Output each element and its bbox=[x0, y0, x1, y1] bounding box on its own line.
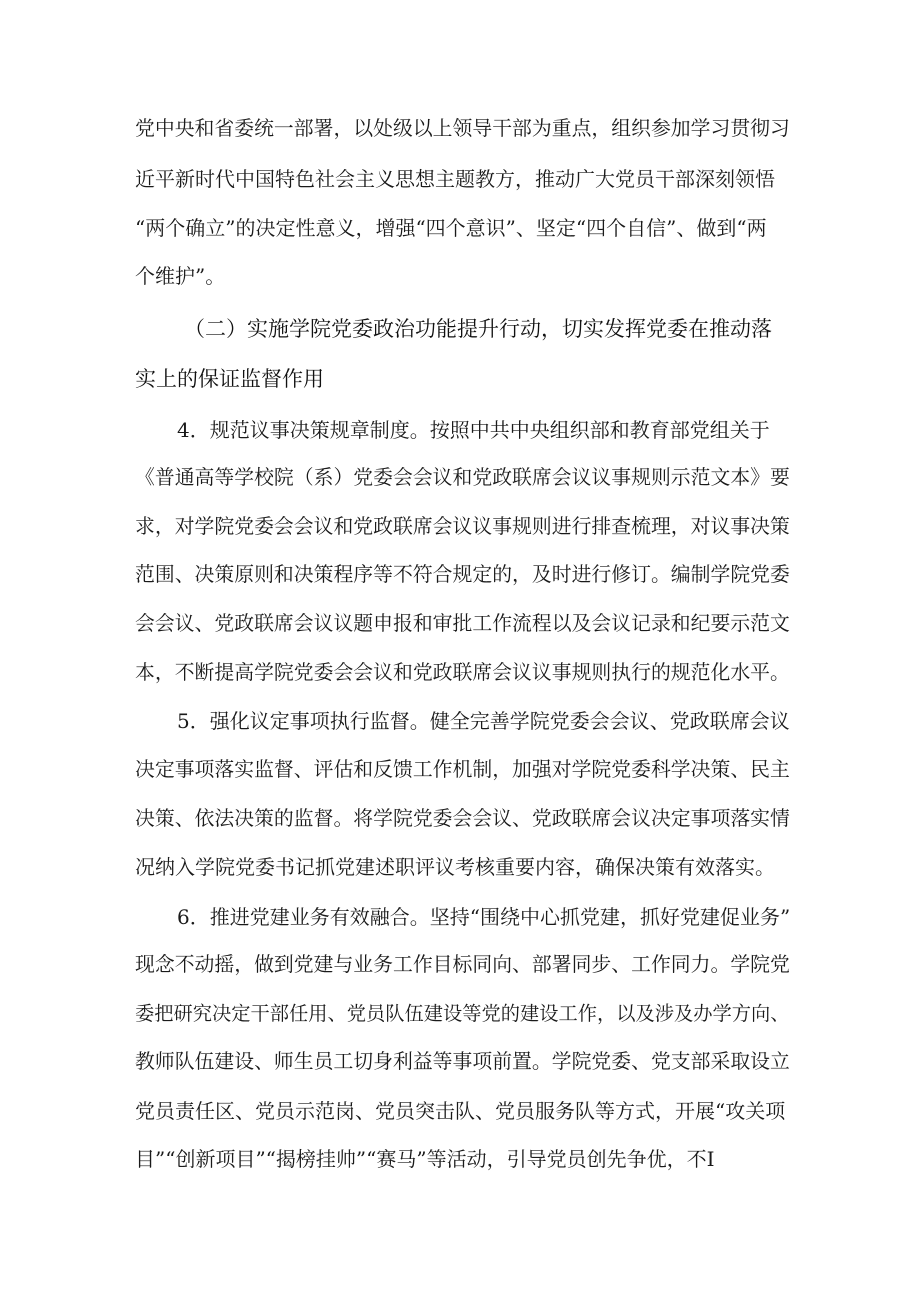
item6-line-6: 目”“创新项目”“揭榜挂帅”“赛马”等活动，引导党员创先争优，不I bbox=[135, 1147, 715, 1171]
item5-line-3: 决策、依法决策的监督。将学院党委会会议、党政联席会议决定事项落实情 bbox=[135, 807, 790, 830]
para1-line-4: 个维护”。 bbox=[135, 264, 226, 288]
item5-line-4: 况纳入学院党委书记抓党建述职评议考核重要内容，确保决策有效落实。 bbox=[135, 855, 775, 879]
item5-line-1: 5．强化议定事项执行监督。健全完善学院党委会会议、党政联席会议 bbox=[177, 709, 790, 733]
item5-line-2: 决定事项落实监督、评估和反馈工作机制，加强对学院党委科学决策、民主 bbox=[135, 758, 790, 781]
item6-line-4: 教师队伍建设、师生员工切身利益等事项前置。学院党委、党支部采取设立 bbox=[135, 1050, 790, 1073]
item4-line-4: 范围、决策原则和决策程序等不符合规定的，及时进行修订。编制学院党委 bbox=[135, 563, 790, 586]
item4-line-3: 求，对学院党委会会议和党政联席会议议事规则进行排查梳理，对议事决策 bbox=[135, 515, 790, 538]
item4-line-2: 《普通高等学校院（系）党委会会议和党政联席会议议事规则示范文本》要 bbox=[135, 466, 790, 489]
item6-line-3: 委把研究决定干部任用、党员队伍建设等党的建设工作，以及涉及办学方向、 bbox=[135, 1002, 790, 1025]
item6-line-1: 6．推进党建业务有效融合。坚持“围绕中心抓党建，抓好党建促业务” bbox=[177, 905, 791, 929]
item4-line-5: 会会议、党政联席会议议题申报和审批工作流程以及会议记录和纪要示范文 bbox=[135, 612, 790, 635]
item6-line-2: 现念不动摇，做到党建与业务工作目标同向、部署同步、工作同力。学院党 bbox=[135, 953, 790, 976]
para1-line-1: 党中央和省委统一部署，以处级以上领导干部为重点，组织参加学习贯彻习 bbox=[135, 117, 790, 140]
section-heading-line-1: （二）实施学院党委政治功能提升行动，切实发挥党委在推动落 bbox=[184, 317, 772, 341]
item4-line-6: 本，不断提高学院党委会会议和党政联席会议议事规则执行的规范化水平。 bbox=[135, 661, 790, 684]
para1-line-2: 近平新时代中国特色社会主义思想主题教方，推动广大党员干部深刻领悟 bbox=[135, 167, 775, 191]
para1-line-3: “两个确立”的决定性意义，增强“四个意识”、坚定“四个自信”、做到“两 bbox=[135, 216, 767, 240]
section-heading-line-2: 实上的保证监督作用 bbox=[135, 367, 324, 391]
item6-line-5: 党员责任区、党员示范岗、党员突击队、党员服务队等方式，开展“攻关项 bbox=[135, 1099, 786, 1123]
item4-line-1: 4．规范议事决策规章制度。按照中共中央组织部和教育部党组关于 bbox=[177, 418, 770, 442]
